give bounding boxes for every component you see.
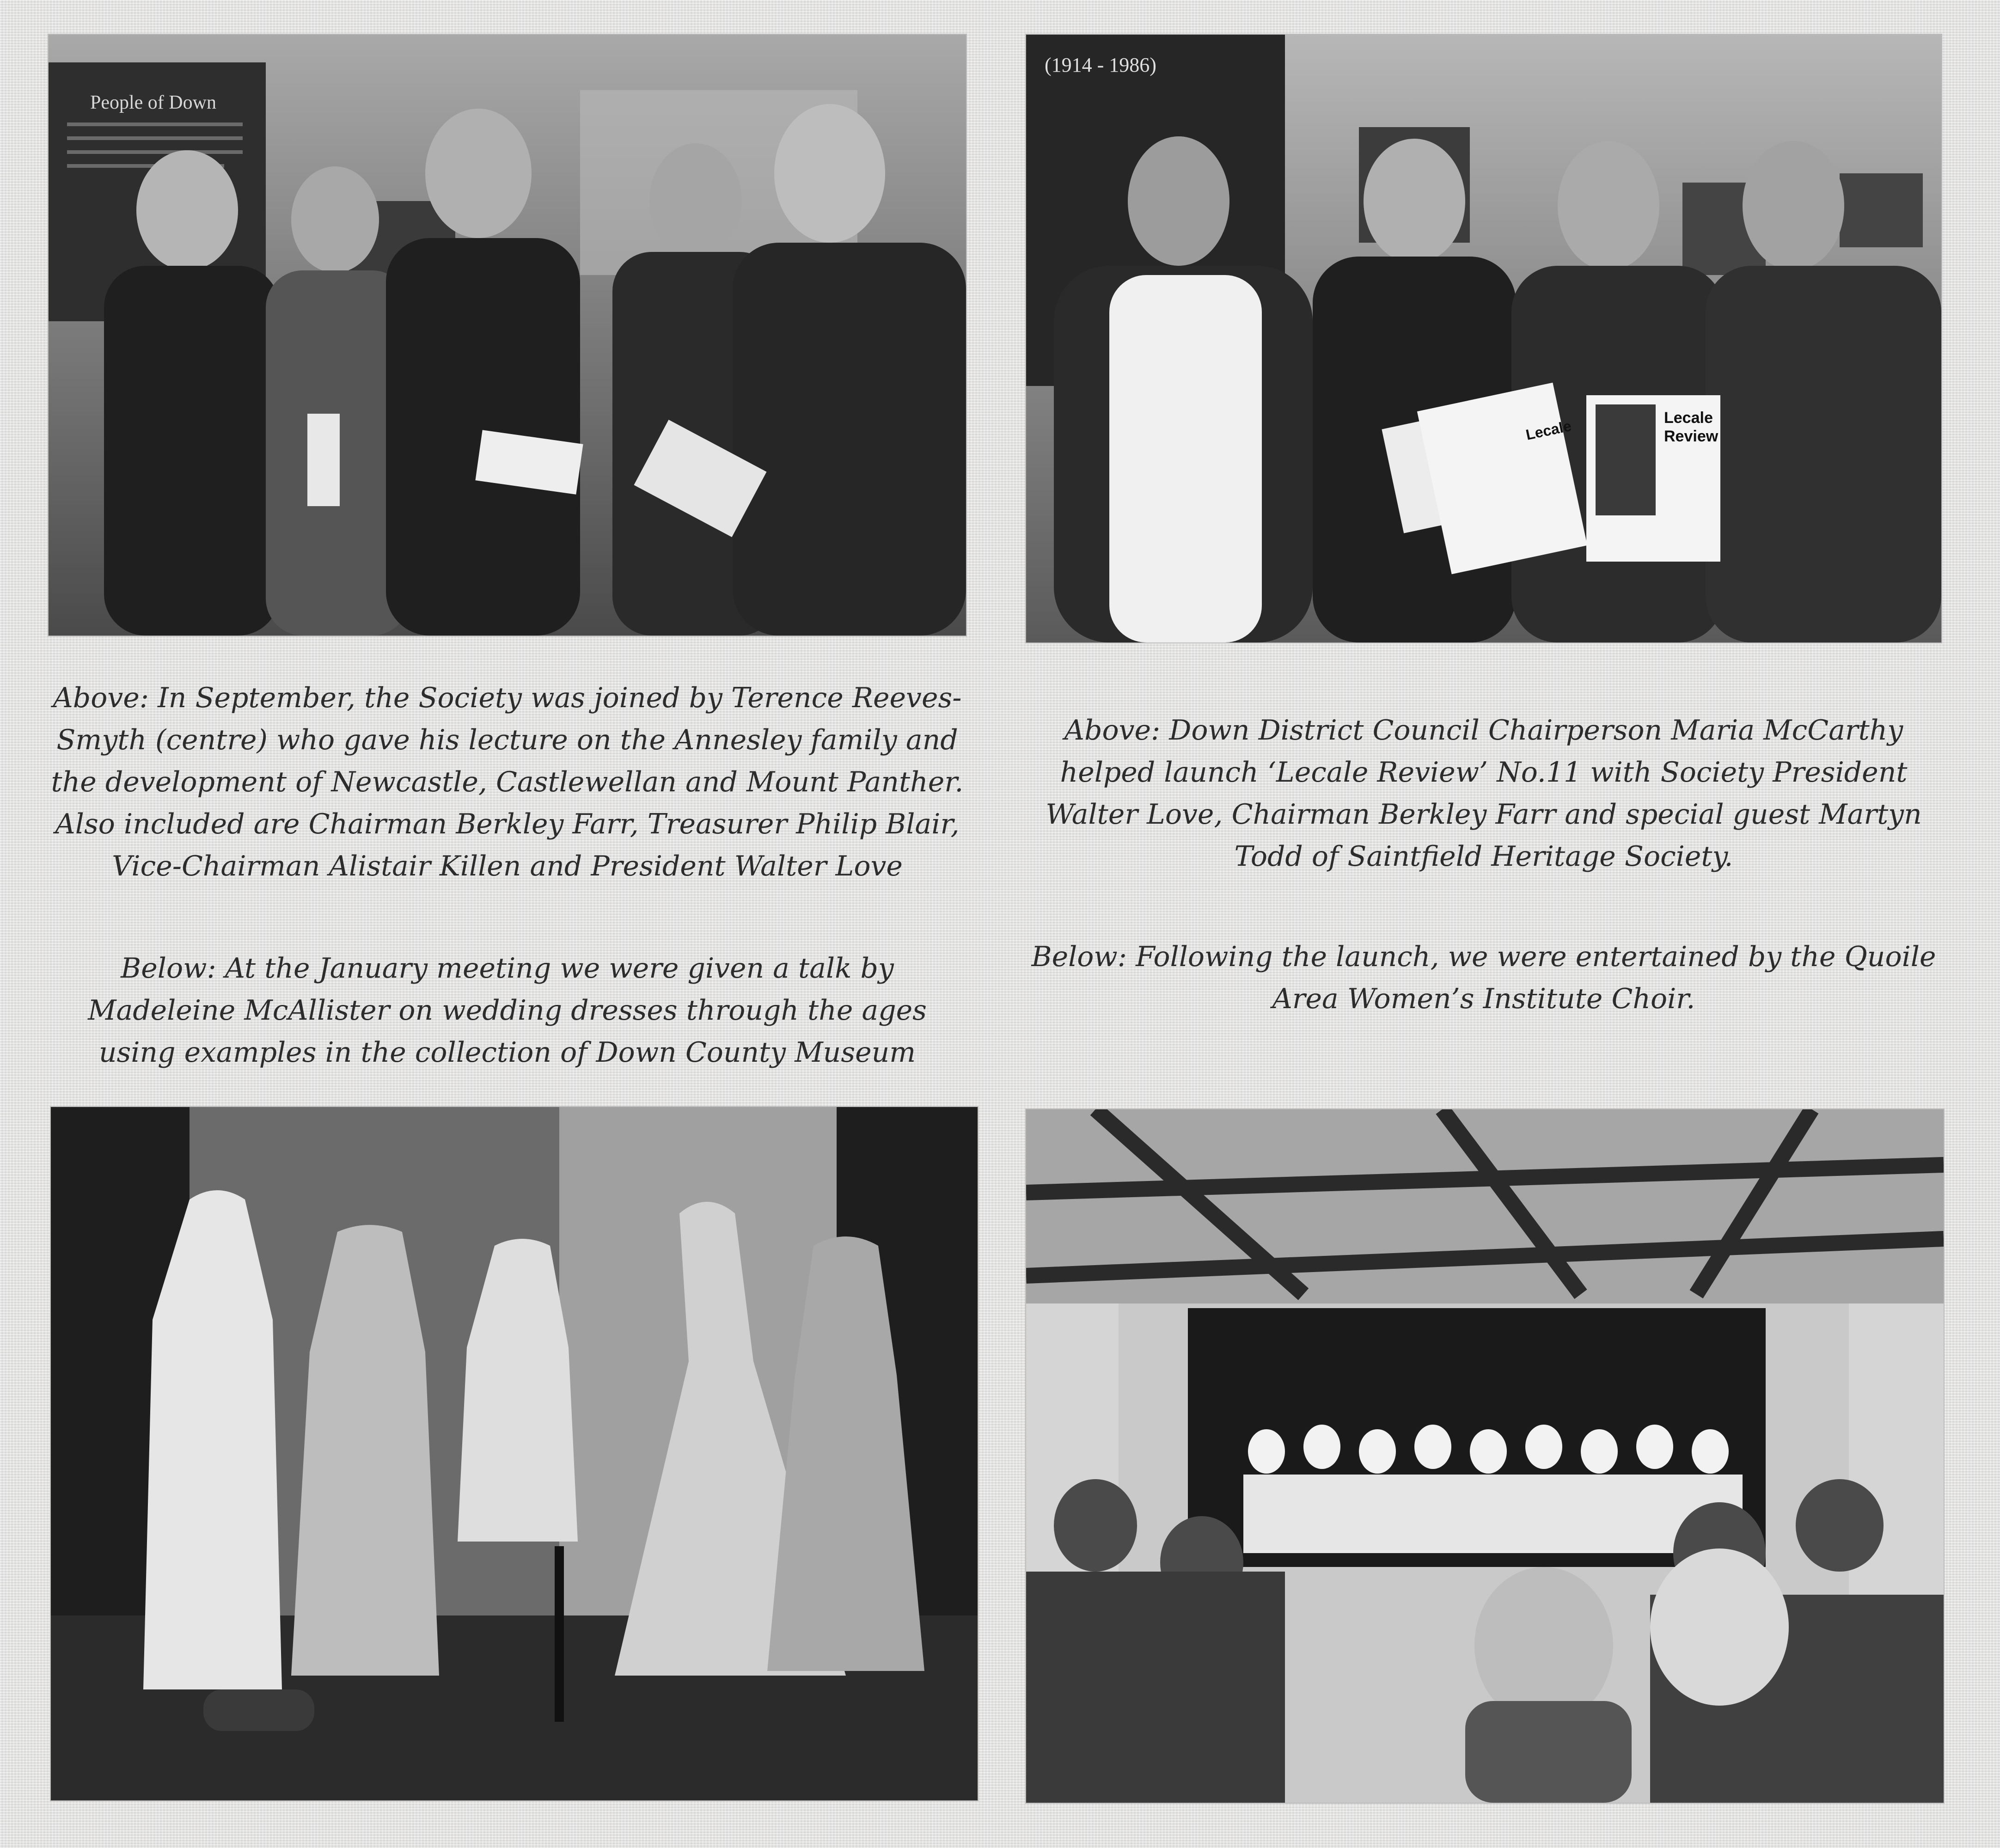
book-title-line2: Review xyxy=(1664,428,1719,445)
book-title-line1b: Lecale xyxy=(1664,409,1713,427)
photo-panel-dates: (1914 - 1986) xyxy=(1045,54,1156,76)
caption-book-launch: Above: Down District Council Chairperson Maria McCarthy helped launch ‘Lecale Review’ No.11 with Society President Walter Love, Chairman Berkley Farr and special guest Martyn Todd of Saintfield Heritage Society. xyxy=(1046,714,1922,873)
caption-wedding-dresses: Below: At the January meeting we were given a talk by Madeleine McAllister on wedding dresses through the ages using examples in the collection of Down County Museum xyxy=(88,952,927,1069)
photo-choir-performance xyxy=(1026,1109,1944,1803)
book-title-line1: Lecale xyxy=(1524,417,1573,443)
photo-wedding-dresses xyxy=(51,1107,978,1800)
photo-lecture-group xyxy=(49,35,966,636)
photo-panel-title: People of Down xyxy=(90,92,216,113)
caption-choir: Below: Following the launch, we were entertained by the Quoile Area Women’s Institute Choir. xyxy=(1031,941,1936,1015)
caption-lecture: Above: In September, the Society was joined by Terence Reeves-Smyth (centre) who gave his lecture on the Annesley family and the development of Newcastle, Castlewellan and Mount Panther. Also included are Chairman Berkley Farr, Treasurer Philip Blair, Vice-Chairman Alistair Killen and President Walter Love xyxy=(51,682,964,882)
photo-book-launch xyxy=(1026,35,1941,643)
